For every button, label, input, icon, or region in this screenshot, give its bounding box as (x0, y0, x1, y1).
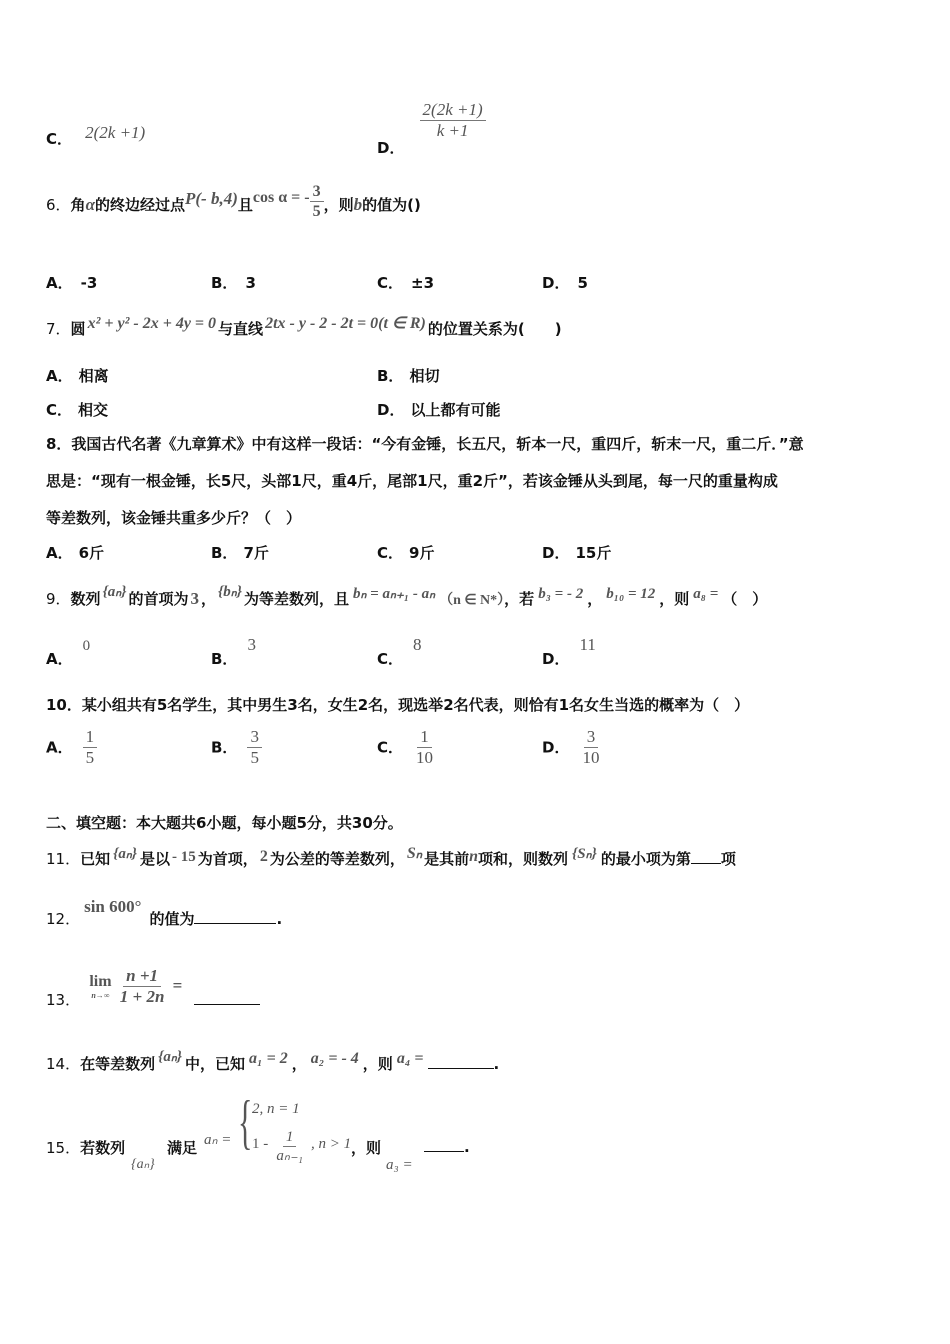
q8-option-b: B． 7斤 (211, 544, 269, 562)
q5-option-c (46, 123, 146, 149)
piecewise-case-1: 2, n = 1 (252, 1101, 300, 1117)
q10-option-d: D． $\frac{3}{10}$ (542, 727, 600, 768)
q8-option-a: A． 6斤 (46, 544, 105, 562)
q8-option-d: D． 15斤 (542, 544, 612, 562)
q15-text-satisfy: 满足 (167, 1139, 198, 1157)
q7-option-d: D． 以上都有可能 (377, 401, 501, 419)
q15-text-then: ，则 (351, 1139, 382, 1157)
q8-line-1: 8．我国古代名著《九章算术》中有这样一段话：“今有金锤，长五尺，斩本一尺，重四斤，斩末一尺，重二斤．”意 (46, 435, 804, 453)
question-15: 15．若数列 (46, 1139, 126, 1157)
q8-option-c: C． 9斤 (377, 544, 435, 562)
q14-answer-blank[interactable] (428, 1054, 494, 1069)
line-equation: 2tx - y - 2 - 2t = 0(t ∈ R) (265, 315, 426, 332)
q12-answer-blank[interactable] (194, 909, 276, 924)
q15-sequence: {aₙ} (131, 1157, 155, 1172)
q15-answer-blank[interactable] (424, 1137, 464, 1152)
q6-option-b: B． 3 (211, 274, 256, 292)
q9-option-c: C．8 (377, 635, 422, 668)
q8-line-2: 思是：“现有一根金锤，长5尺，头部1尺，重4斤，尾部1尺，重2斤”，若该金锤从头到尾，每一尺的重量构成 (46, 472, 778, 490)
q13-answer-blank[interactable] (194, 990, 260, 1005)
q9-option-b: B．3 (211, 635, 256, 668)
question-10: 10．某小组共有5名学生，其中男生3名，女生2名，现选举2名代表，则恰有1名女生当选的概率为（ ） (46, 696, 750, 714)
q6-option-c: C． ±3 (377, 274, 435, 292)
question-13: 13． lim n→∞ $\frac{n +1}{1 + 2n}$ = (46, 952, 260, 994)
point-p: P(- b,4) (184, 189, 238, 209)
q5-d-fraction: $\frac{2(2k +1)}{k +1}$ (420, 100, 486, 142)
q6-option-d: D． 5 (542, 274, 588, 292)
q9-option-d: D．11 (542, 635, 596, 668)
section-2-heading: 二、填空题：本大题共6小题，每小题5分，共30分。 (46, 814, 403, 832)
q7-option-b: B． 相切 (377, 367, 440, 385)
q9-option-a: A．0 (46, 638, 91, 668)
q5-option-d (377, 100, 486, 158)
q11-answer-blank[interactable] (691, 849, 721, 864)
piecewise-brace: { (238, 1089, 253, 1155)
q6-option-a: A． -3 (46, 274, 98, 292)
q10-option-c: C． $\frac{1}{10}$ (377, 727, 434, 768)
option-label: D． (377, 139, 405, 158)
q5-c-expr: 2(2k +1) (85, 123, 146, 142)
q15-lhs: aₙ = (204, 1132, 232, 1148)
circle-equation: x² + y² - 2x + 4y = 0 (87, 315, 217, 332)
q10-option-b: B． $\frac{3}{5}$ (211, 727, 262, 769)
q15-a3: a₃ = (386, 1157, 413, 1173)
q7-option-c: C． 相交 (46, 401, 109, 419)
option-label: C． (46, 130, 73, 148)
q8-line-3: 等差数列，该金锤共重多少斤？（ ） (46, 509, 302, 527)
question-6: 6．角α的终边经过点P(- b,4)且cos α = - $\frac{3}{5}$ ，则b的值为() (46, 183, 421, 221)
q7-option-a: A． 相离 (46, 367, 109, 385)
piecewise-case-2: 1 - $\frac{1}{\text{aₙ₋₁}}$ , n > 1 (252, 1129, 352, 1164)
question-7: 7．圆 x² + y² - 2x + 4y = 0 与直线 2tx - y - 2 - 2t = 0(t ∈ R) 的位置关系为( ) (46, 315, 562, 338)
question-12: 12．sin 600°的值为 . (46, 897, 283, 928)
question-11: 11．已知 {aₙ} 是以 - 15 为首项， 2 为公差的等差数列， Sₙ 是其前n项和，则数列 {Sₙ} 的最小项为第 项 (46, 845, 736, 868)
question-9: 9．数列 {aₙ} 的首项为 3 ， {bₙ} 为等差数列，且 bₙ = aₙ₊₁ - aₙ （n ∈ N*），若 b₃ = - 2 ， b₁₀ = 12 ，则 a₈ = （ ） (46, 584, 768, 608)
question-14: 14．在等差数列 {aₙ} 中，已知 a₁ = 2 ， a₂ = - 4 ，则 a₄ = . (46, 1049, 500, 1073)
q10-option-a: A． $\frac{1}{5}$ (46, 727, 97, 769)
q6-fraction: $\frac{3}{5}$ (310, 182, 324, 221)
limit-operator: lim n→∞ (89, 973, 112, 1001)
q15-answer: . (424, 1137, 470, 1156)
